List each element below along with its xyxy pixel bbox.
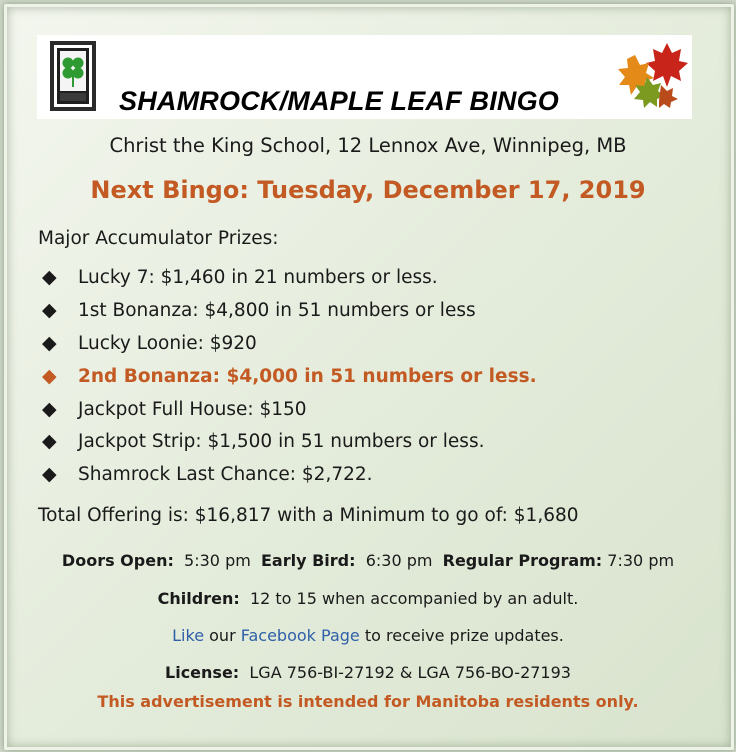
banner-title: SHAMROCK/MAPLE LEAF BINGO	[119, 86, 559, 116]
diamond-bullet-icon: ◆	[42, 430, 57, 452]
prize-item	[42, 430, 484, 452]
license-info	[0, 663, 736, 682]
disclaimer: This advertisement is intended for Manitoba residents only.	[97, 692, 639, 711]
diamond-bullet-icon: ◆	[42, 266, 57, 288]
total-offering: Total Offering is: $16,817 with a Minimum to go of: $1,680	[38, 505, 579, 526]
prize-text: Shamrock Last Chance: $2,722.	[78, 464, 373, 485]
diamond-bullet-icon: ◆	[42, 365, 57, 387]
diamond-bullet-icon: ◆	[42, 332, 57, 354]
prize-item	[42, 266, 438, 288]
prize-item	[42, 299, 476, 321]
prize-item	[42, 463, 373, 485]
schedule	[0, 551, 736, 570]
license-text: LGA 756-BI-27192 & LGA 756-BO-27193	[249, 663, 571, 682]
like-link[interactable]: Like	[172, 626, 205, 645]
diamond-bullet-icon: ◆	[42, 299, 57, 321]
diamond-bullet-icon: ◆	[42, 398, 57, 420]
regular-program-time: 7:30 pm	[607, 551, 675, 570]
doors-open-time: 5:30 pm	[184, 551, 251, 570]
children-info	[0, 589, 736, 608]
prize-text: Lucky Loonie: $920	[78, 333, 257, 354]
prize-text: Jackpot Strip: $1,500 in 51 numbers or less.	[78, 431, 485, 452]
facebook-page-link[interactable]: Facebook Page	[240, 626, 360, 645]
location: Christ the King School, 12 Lennox Ave, Winnipeg, MB	[109, 134, 627, 157]
autumn-leaves-icon	[615, 41, 689, 109]
banner	[37, 35, 692, 119]
regular-program-label: Regular Program:	[442, 551, 603, 570]
diamond-bullet-icon: ◆	[42, 463, 57, 485]
prize-item	[42, 332, 257, 354]
prize-text: Jackpot Full House: $150	[78, 399, 307, 420]
prizes-heading: Major Accumulator Prizes:	[38, 228, 279, 249]
license-label: License:	[165, 663, 240, 682]
facebook-line	[0, 626, 736, 645]
next-bingo-date: Next Bingo: Tuesday, December 17, 2019	[90, 176, 646, 204]
lucky-shamrock-sign-icon	[50, 41, 96, 111]
doors-open-label: Doors Open:	[61, 551, 174, 570]
prize-text: Lucky 7: $1,460 in 21 numbers or less.	[78, 267, 438, 288]
early-bird-time: 6:30 pm	[365, 551, 433, 570]
children-label: Children:	[157, 589, 240, 608]
facebook-our: our	[209, 626, 236, 645]
prize-text: 1st Bonanza: $4,800 in 51 numbers or less	[78, 300, 476, 321]
early-bird-label: Early Bird:	[260, 551, 356, 570]
children-text: 12 to 15 when accompanied by an adult.	[249, 589, 579, 608]
prize-text: 2nd Bonanza: $4,000 in 51 numbers or less.	[78, 366, 537, 387]
prize-item	[42, 398, 307, 420]
prize-item-highlighted	[42, 365, 537, 387]
facebook-rest: to receive prize updates.	[364, 626, 564, 645]
